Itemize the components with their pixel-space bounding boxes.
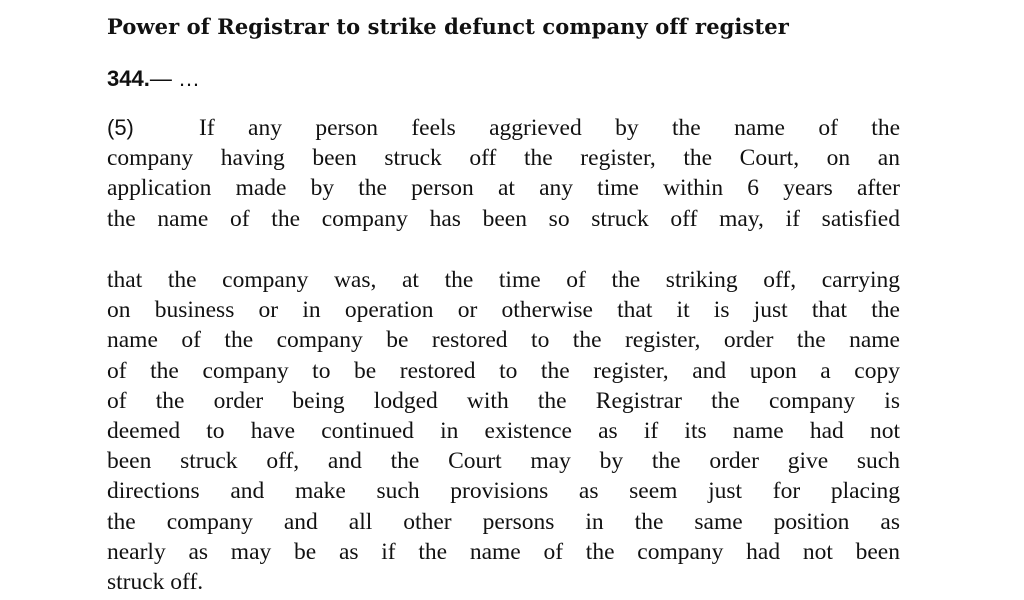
paragraph-line: the company and all other persons in the same position as — [107, 508, 900, 535]
paragraph-line: company having been struck off the register, the Court, on an — [107, 145, 900, 172]
paragraph-line: of the company to be restored to the register, and upon a copy — [107, 357, 900, 384]
paragraph-line: the name of the company has been so struck off may, if satisfied — [107, 205, 900, 232]
paragraph-line: application made by the person at any time within 6 years after — [107, 175, 900, 202]
section-number-value: 344. — [107, 66, 150, 91]
clause-number: (5) — [107, 115, 134, 140]
paragraph-line: of the order being lodged with the Registrar the company is — [107, 387, 900, 414]
paragraph-line-text: If any person feels aggrieved by the name of the — [199, 115, 900, 141]
paragraph-line: directions and make such provisions as seem just for placing — [107, 478, 900, 505]
paragraph-line: nearly as may be as if the name of the company had not been — [107, 538, 900, 565]
paragraph-line: name of the company be restored to the register, order the name — [107, 327, 900, 354]
paragraph-line: on business or in operation or otherwise that it is just that the — [107, 297, 900, 324]
paragraph-2 — [107, 265, 900, 597]
paragraph-line: been struck off, and the Court may by the order give such — [107, 448, 900, 475]
paragraph-line — [107, 113, 900, 143]
section-ellipsis: — … — [149, 66, 200, 91]
paragraph-line: struck off. — [107, 568, 204, 595]
paragraph-line: that the company was, at the time of the striking off, carrying — [107, 267, 900, 293]
section-heading: Power of Registrar to strike defunct company off register — [107, 14, 789, 39]
paragraph-1 — [107, 113, 900, 234]
section-number — [107, 64, 200, 94]
paragraph-line: deemed to have continued in existence as if its name had not — [107, 417, 900, 444]
